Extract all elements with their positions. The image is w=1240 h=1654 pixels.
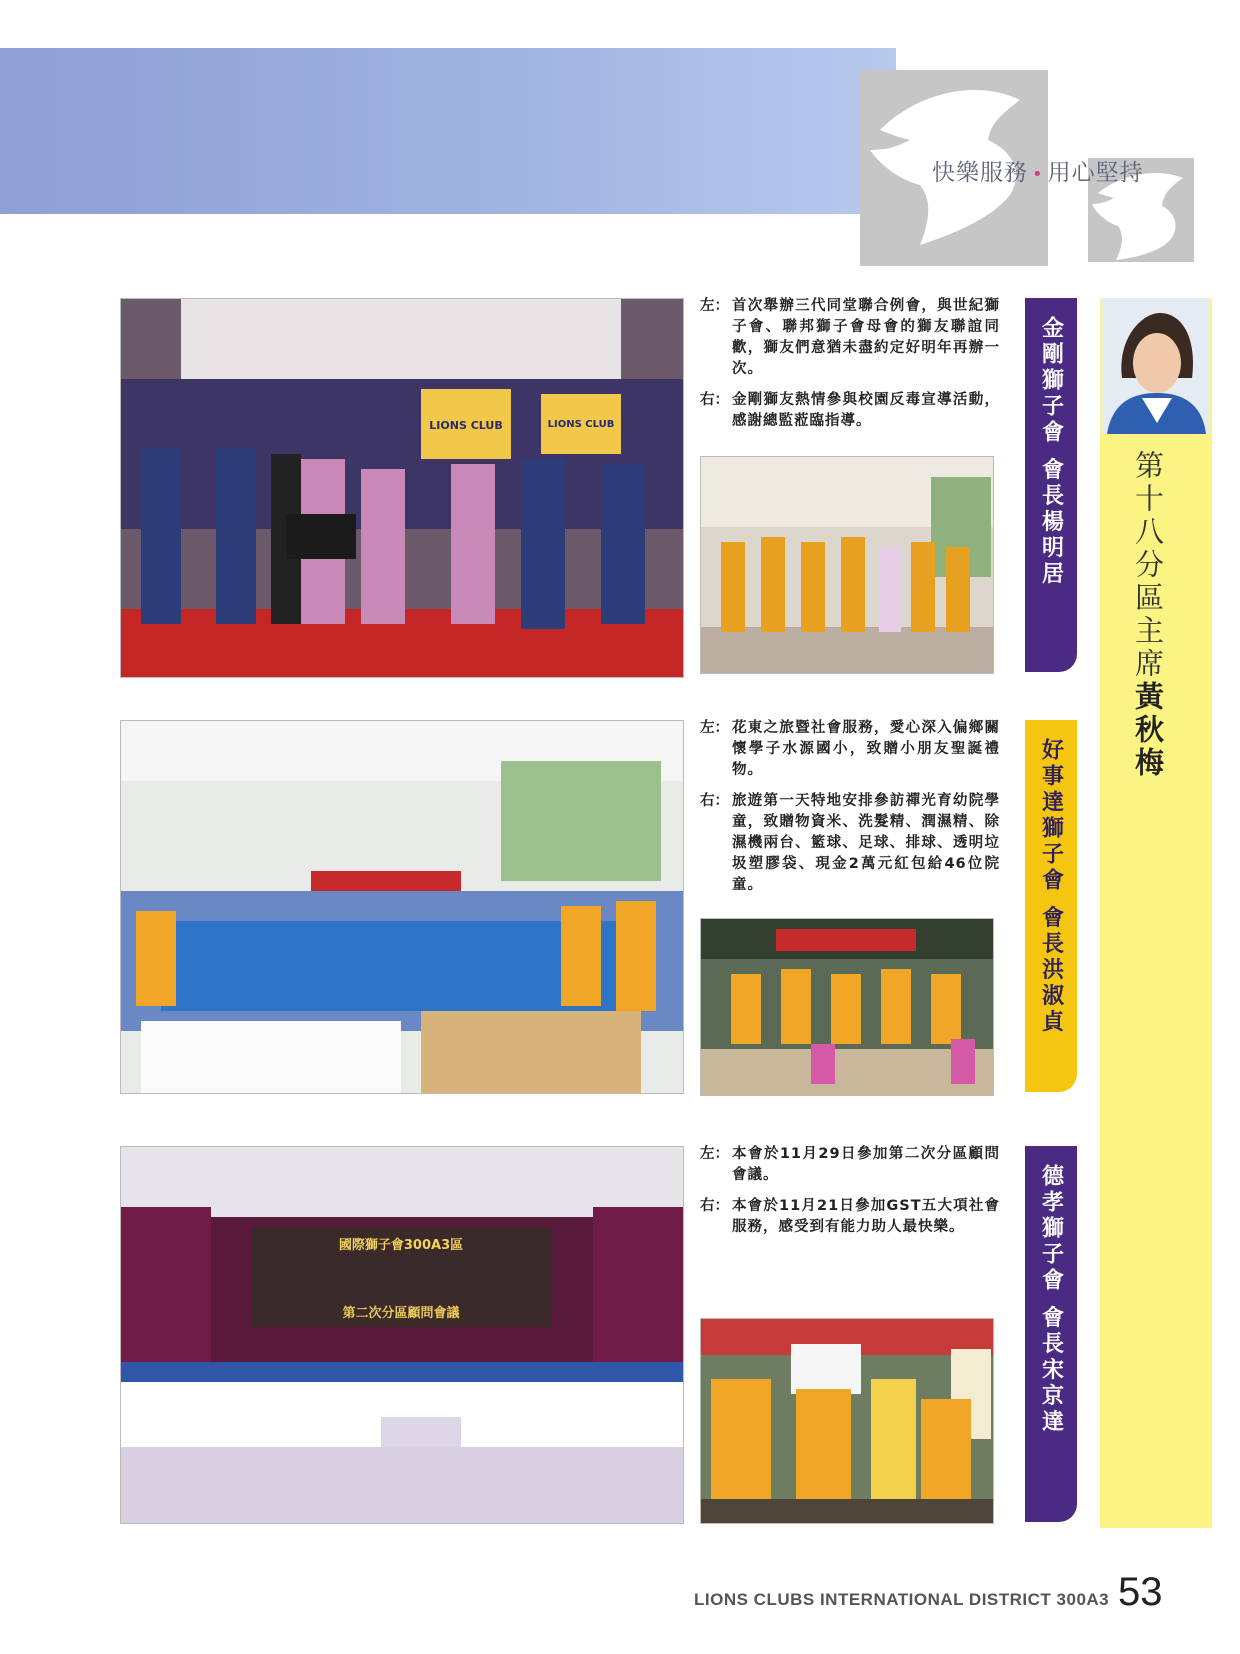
caption-text: 首次舉辦三代同堂聯合例會，與世紀獅子會、聯邦獅子會母會的獅友聯誼同歡，獅友們意猶未盡約定好明年再辦一次。 <box>732 298 1000 377</box>
caption-row <box>700 296 1000 380</box>
club1-photo-left <box>120 298 684 678</box>
club1-tab-label: 金剛獅子會 會長楊明居 <box>1038 316 1064 588</box>
club1-captions <box>700 296 1000 442</box>
club2-tab-label: 好事達獅子會 會長洪淑貞 <box>1038 738 1064 1036</box>
caption-key: 左： <box>700 1146 729 1162</box>
caption-row <box>700 791 1000 896</box>
caption-row <box>700 1196 1000 1238</box>
club1-tab <box>1025 298 1077 672</box>
caption-row <box>700 390 1000 432</box>
chair-title-prefix: 第十八分區主席 <box>1131 450 1165 681</box>
club2-photo-left <box>120 720 684 1094</box>
caption-row <box>700 1144 1000 1186</box>
caption-row <box>700 718 1000 781</box>
page-number: 53 <box>1118 1570 1163 1614</box>
chair-portrait <box>1102 298 1210 434</box>
caption-text: 金剛獅友熱情參與校園反毒宣導活動，感謝總監蒞臨指導。 <box>732 392 1000 429</box>
club3-captions <box>700 1144 1000 1248</box>
club2-captions <box>700 718 1000 906</box>
footer-text: LIONS CLUBS INTERNATIONAL DISTRICT 300A3 <box>694 1590 1110 1609</box>
photo-banner-title: 國際獅子會300A3區 <box>338 1238 464 1253</box>
slogan-right: 用心堅持 <box>1047 160 1144 186</box>
caption-text: 花東之旅暨社會服務，愛心深入偏鄉關懷學子水源國小，致贈小朋友聖誕禮物。 <box>732 720 1000 778</box>
club3-photo-right <box>700 1318 994 1524</box>
caption-text: 旅遊第一天特地安排參訪禪光育幼院學童，致贈物資米、洗髮精、潤濕精、除濕機兩台、籃球、足球、排球、透明垃圾塑膠袋、現金2萬元紅包給46位院童。 <box>732 793 1000 893</box>
slogan-dot: • <box>1032 164 1044 185</box>
club3-tab <box>1025 1146 1077 1522</box>
slogan-left: 快樂服務 <box>932 160 1028 186</box>
club3-photo-left <box>120 1146 684 1524</box>
chair-title <box>1128 450 1169 780</box>
club2-tab <box>1025 720 1077 1092</box>
caption-key: 左： <box>700 720 729 736</box>
photo-banner-text-1: LIONS CLUB <box>429 419 503 432</box>
chair-name: 黃秋梅 <box>1131 681 1165 780</box>
caption-key: 右： <box>700 1198 729 1214</box>
caption-key: 左： <box>700 298 729 314</box>
header-slogan <box>932 154 1144 187</box>
club2-photo-right <box>700 918 994 1096</box>
club1-photo-right <box>700 456 994 674</box>
header-banner <box>0 48 896 214</box>
caption-key: 右： <box>700 392 729 408</box>
club3-tab-label: 德孝獅子會 會長宋京達 <box>1038 1164 1064 1436</box>
caption-key: 右： <box>700 793 729 809</box>
photo-banner-subtitle: 第二次分區顧問會議 <box>342 1306 460 1321</box>
caption-text: 本會於11月21日參加GST五大項社會服務，感受到有能力助人最快樂。 <box>732 1198 1000 1235</box>
photo-banner-text-2: LIONS CLUB <box>547 419 615 430</box>
caption-text: 本會於11月29日參加第二次分區顧問會議。 <box>732 1146 1000 1183</box>
